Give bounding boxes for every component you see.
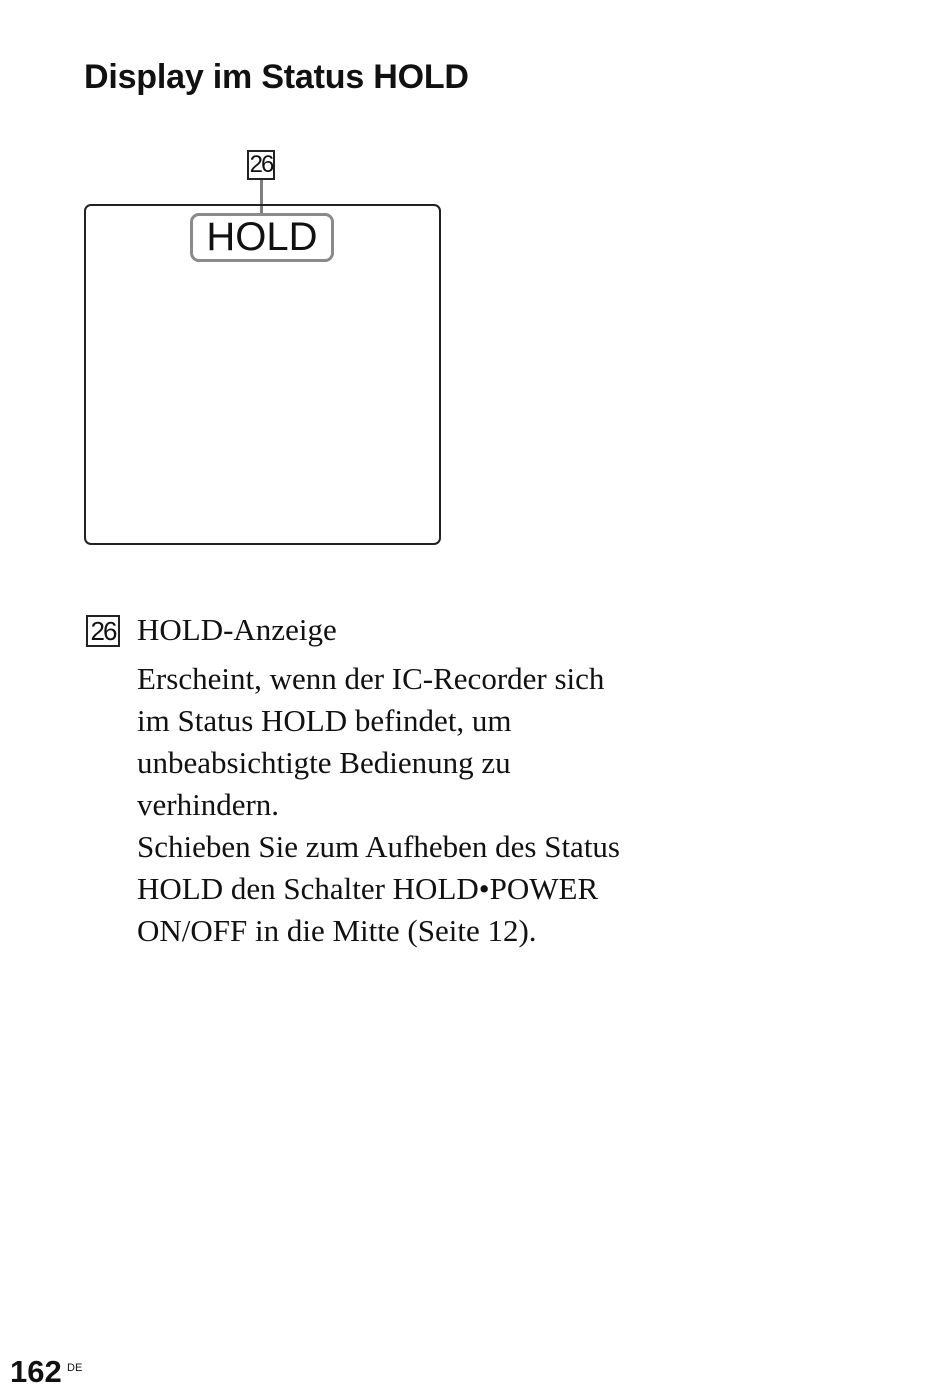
page-number: 162 (10, 1354, 62, 1389)
description-line: verhindern. (137, 787, 280, 822)
page-language-code: DE (67, 1362, 83, 1374)
callout-number-badge: 26 (247, 150, 275, 180)
item-title: HOLD-Anzeige (137, 612, 337, 647)
description-line: im Status HOLD befindet, um (137, 703, 512, 738)
description-line: HOLD den Schalter HOLD•POWER (137, 871, 599, 906)
description-line: unbeabsichtigte Bedienung zu (137, 745, 511, 780)
description-line: Erscheint, wenn der IC-Recorder sich (137, 661, 605, 696)
item-number-badge: 26 (86, 615, 120, 647)
item-description (137, 658, 697, 952)
description-line: ON/OFF in die Mitte (Seite 12). (137, 913, 537, 948)
hold-indicator: HOLD (190, 213, 334, 262)
description-line: Schieben Sie zum Aufheben des Status (137, 829, 620, 864)
page-heading: Display im Status HOLD (84, 58, 469, 96)
